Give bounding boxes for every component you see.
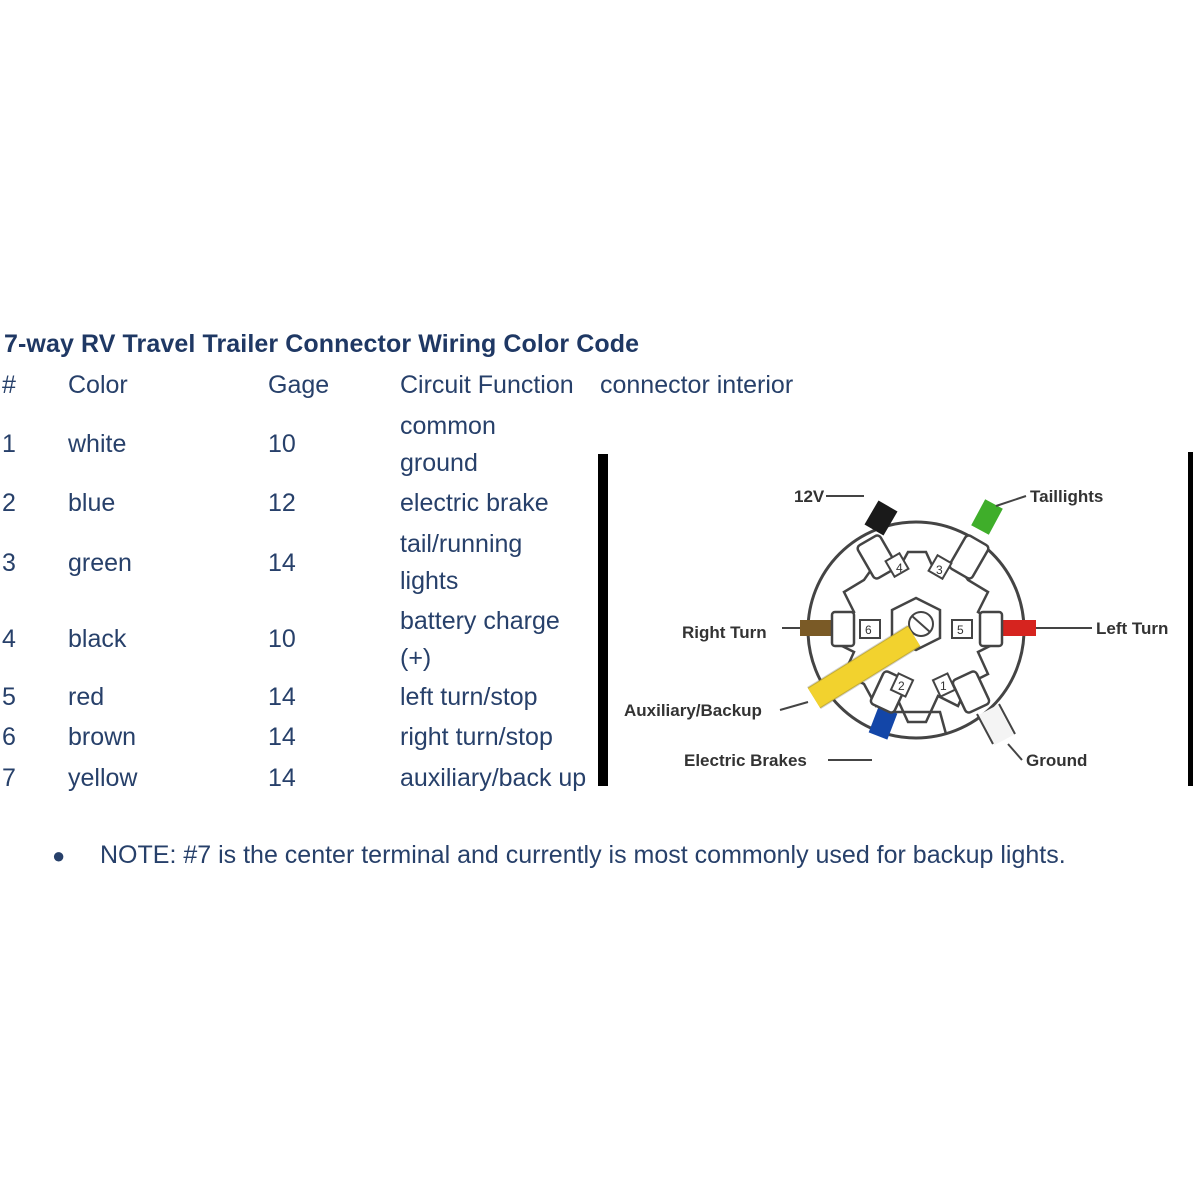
- row-5-function: left turn/stop: [400, 683, 538, 711]
- row-7-number: 7: [2, 764, 16, 792]
- header-number: #: [2, 371, 16, 399]
- diagram-left-border: [598, 454, 608, 786]
- row-1-gage: 10: [268, 430, 296, 458]
- wire-red: [1000, 620, 1036, 636]
- row-2-number: 2: [2, 489, 16, 517]
- row-4-color: black: [68, 625, 127, 653]
- wire-white: [988, 710, 1004, 740]
- label-taillights: Taillights: [1030, 487, 1104, 506]
- note-text: NOTE: #7 is the center terminal and currently is most commonly used for backup lights.: [100, 841, 1066, 869]
- header-connector-interior: connector interior: [600, 371, 794, 399]
- diagram-right-border: [1188, 452, 1193, 786]
- row-7-gage: 14: [268, 764, 296, 792]
- row-1-number: 1: [2, 430, 16, 458]
- label-12v: 12V: [794, 487, 825, 506]
- pin-label-2: 2: [898, 679, 905, 693]
- row-7-color: yellow: [68, 764, 138, 792]
- row-3-color: green: [68, 549, 132, 577]
- row-6-function: right turn/stop: [400, 723, 553, 751]
- row-3-number: 3: [2, 549, 16, 577]
- pin-label-6: 6: [865, 623, 872, 637]
- pin-label-3: 3: [936, 563, 943, 577]
- connector-interior-diagram: [596, 448, 1200, 790]
- row-7-function: auxiliary/back up: [400, 764, 587, 792]
- row-4-gage: 10: [268, 625, 296, 653]
- pin-label-4: 4: [896, 561, 903, 575]
- row-3-function: tail/running lights: [400, 530, 523, 595]
- wire-black: [874, 506, 888, 530]
- row-1-color: white: [68, 430, 127, 458]
- row-4-function: battery charge (+): [400, 607, 560, 672]
- header-gage: Gage: [268, 371, 330, 399]
- row-2-color: blue: [68, 489, 116, 517]
- label-right-turn: Right Turn: [682, 623, 767, 642]
- row-6-color: brown: [68, 723, 137, 751]
- pin-label-1: 1: [940, 679, 947, 693]
- wire-brown: [800, 620, 834, 636]
- row-6-gage: 14: [268, 723, 296, 751]
- header-circuit-function: Circuit Function: [400, 371, 574, 399]
- row-5-number: 5: [2, 683, 16, 711]
- label-ground: Ground: [1026, 751, 1088, 770]
- page-title: 7-way RV Travel Trailer Connector Wiring Color Code: [4, 330, 640, 358]
- row-5-gage: 14: [268, 683, 296, 711]
- row-1-function: common ground: [400, 412, 496, 477]
- wire-blue: [878, 710, 888, 736]
- row-2-gage: 12: [268, 489, 296, 517]
- label-auxiliary-backup: Auxiliary/Backup: [624, 701, 762, 720]
- pin-label-5: 5: [957, 623, 964, 637]
- wire-green: [980, 504, 994, 530]
- row-6-number: 6: [2, 723, 16, 751]
- row-3-gage: 14: [268, 549, 296, 577]
- header-color: Color: [68, 371, 128, 399]
- note-bullet-icon: ●: [52, 843, 66, 868]
- label-left-turn: Left Turn: [1096, 619, 1169, 638]
- label-electric-brakes: Electric Brakes: [684, 751, 807, 770]
- row-4-number: 4: [2, 625, 16, 653]
- row-2-function: electric brake: [400, 489, 549, 517]
- row-5-color: red: [68, 683, 105, 711]
